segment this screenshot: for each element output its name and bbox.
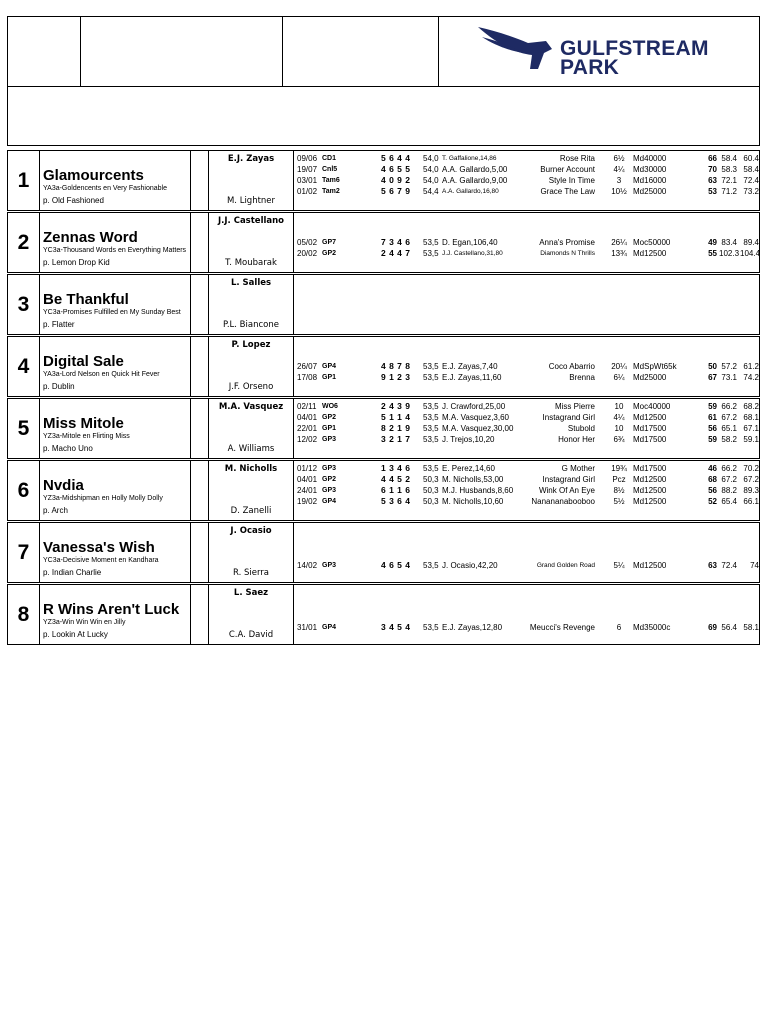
race-positions: 5 1 1 4 <box>381 412 411 422</box>
entry-row <box>7 212 760 273</box>
entry-row <box>7 584 760 645</box>
race-weight: 53,5 <box>423 238 439 247</box>
race-positions: 5 6 7 9 <box>381 186 411 196</box>
race-track: GP3 <box>322 562 337 569</box>
speed-figure: 46 <box>708 464 717 473</box>
past-performance-row <box>297 186 759 197</box>
past-performance-row <box>297 412 759 423</box>
race-margin: 10½ <box>611 187 627 196</box>
race-date: 26/07 <box>297 362 318 371</box>
race-date: 01/02 <box>297 187 318 196</box>
past-performance-row <box>297 248 759 259</box>
header-cell <box>8 17 81 86</box>
damsire: p. Lemon Drop Kid <box>43 258 110 267</box>
fraction-2: 74 <box>750 561 759 570</box>
race-winner: Anna's Promise <box>539 238 595 247</box>
past-performance-row <box>297 463 759 474</box>
past-performance-row <box>297 372 759 383</box>
race-jockey: J. Crawford,25,00 <box>442 402 506 411</box>
horse-name: R Wins Aren't Luck <box>43 601 180 618</box>
race-class: Md12500 <box>633 497 667 506</box>
race-track: WO6 <box>322 403 338 410</box>
fraction-2: 58.1 <box>743 623 759 632</box>
race-weight: 54,4 <box>423 187 439 196</box>
entry-number: 8 <box>8 585 40 644</box>
race-jockey: E.J. Zayas,11,60 <box>442 373 502 382</box>
fraction-1: 65.1 <box>721 424 737 433</box>
past-performance-row <box>297 153 759 164</box>
fraction-1: 102.3 <box>719 249 740 258</box>
race-winner: Miss Pierre <box>554 402 595 411</box>
race-weight: 50,3 <box>423 497 439 506</box>
past-performance-row <box>297 401 759 412</box>
race-positions: 3 2 1 7 <box>381 434 411 444</box>
entry-number: 6 <box>8 461 40 520</box>
race-weight: 54,0 <box>423 176 439 185</box>
past-performance-row <box>297 485 759 496</box>
race-margin: 4¼ <box>613 165 625 174</box>
logo-line-2: PARK <box>560 56 620 79</box>
race-margin: 5½ <box>613 497 625 506</box>
race-jockey: A.A. Gallardo,9,00 <box>442 176 508 185</box>
pedigree: YA3a-Lord Nelson en Quick Hit Fever <box>43 371 160 378</box>
race-track: GP4 <box>322 498 337 505</box>
race-class: Md16000 <box>633 176 667 185</box>
race-class: Md40000 <box>633 154 667 163</box>
race-margin: 3 <box>616 176 622 185</box>
logo-line-1: GULFSTREAM <box>560 37 709 60</box>
damsire: p. Dublin <box>43 382 75 391</box>
speed-figure: 50 <box>708 362 717 371</box>
race-class: Md30000 <box>633 165 667 174</box>
race-jockey: J. Ocasio,42,20 <box>442 561 498 570</box>
horse-name: Be Thankful <box>43 291 129 308</box>
divider <box>190 585 191 644</box>
race-jockey: J. Trejos,10,20 <box>442 435 495 444</box>
race-winner: Wink Of An Eye <box>538 486 595 495</box>
race-margin: Pcz <box>612 475 626 484</box>
race-date: 02/11 <box>297 402 317 411</box>
race-margin: 10 <box>614 402 624 411</box>
fraction-1: 67.2 <box>721 475 737 484</box>
race-winner: Burner Account <box>540 165 595 174</box>
pedigree: YZ3a-Midshipman en Holly Molly Dolly <box>43 495 163 502</box>
race-date: 09/06 <box>297 154 318 163</box>
trainer-name: J.F. Orseno <box>228 382 274 392</box>
race-jockey: M.A. Vasquez,30,00 <box>442 424 514 433</box>
header-cell <box>282 17 439 86</box>
divider <box>293 461 294 520</box>
fraction-1: 66.2 <box>721 464 737 473</box>
race-class: MdSpWt65k <box>633 362 677 371</box>
race-winner: Instagrand Girl <box>542 413 595 422</box>
race-winner: Instagrand Girl <box>542 475 595 484</box>
race-margin: 6¼ <box>613 373 625 382</box>
speed-figure: 49 <box>708 238 717 247</box>
race-jockey: M. Nicholls,53,00 <box>442 475 504 484</box>
divider <box>293 275 294 334</box>
race-weight: 53,5 <box>423 623 439 632</box>
race-jockey: T. Gaffalione,14,86 <box>442 155 497 162</box>
race-date: 01/12 <box>297 464 318 473</box>
jockey-name: J.J. Castellano <box>217 216 285 226</box>
damsire: p. Old Fashioned <box>43 196 104 205</box>
race-track: GP1 <box>322 425 337 432</box>
fraction-2: 61.2 <box>743 362 759 371</box>
race-winner: Diamonds N Thrills <box>540 250 595 257</box>
race-positions: 9 1 2 3 <box>381 372 411 382</box>
past-performance-row <box>297 622 759 633</box>
speed-figure: 61 <box>708 413 717 422</box>
fraction-2: 73.2 <box>743 187 759 196</box>
race-winner: Rose Rita <box>559 154 595 163</box>
race-date: 19/07 <box>297 165 318 174</box>
speed-figure: 53 <box>708 187 717 196</box>
race-class: Md25000 <box>633 187 667 196</box>
race-track: GP3 <box>322 487 337 494</box>
race-winner: Honor Her <box>558 435 595 444</box>
divider <box>293 523 294 582</box>
race-weight: 53,5 <box>423 373 439 382</box>
divider <box>190 213 191 272</box>
fraction-1: 58.4 <box>721 154 737 163</box>
race-class: Md25000 <box>633 373 667 382</box>
race-margin: 13¾ <box>611 249 627 258</box>
race-class: Md12500 <box>633 475 667 484</box>
entry-number: 3 <box>8 275 40 334</box>
race-weight: 53,5 <box>423 362 439 371</box>
past-performance-row <box>297 175 759 186</box>
speed-figure: 63 <box>708 561 717 570</box>
race-margin: 4¼ <box>613 413 625 422</box>
race-margin: 10 <box>614 424 624 433</box>
past-performance-row <box>297 361 759 372</box>
entry-number: 4 <box>8 337 40 396</box>
past-performance-row <box>297 560 759 571</box>
fraction-2: 68.2 <box>743 402 759 411</box>
race-track: GP7 <box>322 239 337 246</box>
race-date: 24/01 <box>297 486 318 495</box>
fraction-2: 70.2 <box>743 464 759 473</box>
race-date: 05/02 <box>297 238 318 247</box>
race-date: 22/01 <box>297 424 318 433</box>
race-margin: 20¼ <box>611 362 627 371</box>
divider <box>190 151 191 210</box>
race-date: 20/02 <box>297 249 318 258</box>
fraction-1: 58.2 <box>721 435 737 444</box>
horse-name: Miss Mitole <box>43 415 124 432</box>
race-jockey: D. Egan,106,40 <box>442 238 498 247</box>
race-jockey: J.J. Castellano,31,80 <box>442 250 503 257</box>
race-jockey: M. Nicholls,10,60 <box>442 497 504 506</box>
entry-row <box>7 150 760 211</box>
entry-number: 5 <box>8 399 40 458</box>
race-positions: 5 3 6 4 <box>381 496 411 506</box>
speed-figure: 55 <box>708 249 717 258</box>
horse-name: Glamourcents <box>43 167 144 184</box>
jockey-name: E.J. Zayas <box>227 154 275 164</box>
entry-number: 2 <box>8 213 40 272</box>
speed-figure: 68 <box>708 475 717 484</box>
race-track: GP2 <box>322 476 337 483</box>
race-jockey: E.J. Zayas,7,40 <box>442 362 498 371</box>
fraction-1: 66.2 <box>721 402 737 411</box>
race-header <box>7 16 760 146</box>
race-track: Tam6 <box>322 177 340 184</box>
speed-figure: 56 <box>708 424 717 433</box>
race-track: GP3 <box>322 436 337 443</box>
fraction-1: 88.2 <box>721 486 737 495</box>
horse-name: Zennas Word <box>43 229 138 246</box>
race-date: 14/02 <box>297 561 318 570</box>
trainer-name: T. Moubarak <box>225 258 277 268</box>
fraction-2: 89.3 <box>743 486 759 495</box>
divider <box>190 523 191 582</box>
damsire: p. Macho Uno <box>43 444 93 453</box>
past-performance-row <box>297 474 759 485</box>
fraction-1: 58.3 <box>721 165 737 174</box>
fraction-2: 67.1 <box>743 424 759 433</box>
race-winner: Grace The Law <box>540 187 595 196</box>
race-winner: Stubold <box>567 424 595 433</box>
divider <box>293 151 294 210</box>
race-track: GP4 <box>322 363 337 370</box>
race-weight: 53,5 <box>423 424 439 433</box>
race-weight: 54,0 <box>423 165 439 174</box>
race-margin: 6½ <box>613 154 625 163</box>
race-margin: 26¼ <box>611 238 627 247</box>
trainer-name: A. Williams <box>227 444 275 454</box>
trainer-name: C.A. David <box>228 630 274 640</box>
fraction-1: 67.2 <box>721 413 737 422</box>
pedigree: YZ3a-Mitole en Flirting Miss <box>43 433 130 440</box>
entry-number: 1 <box>8 151 40 210</box>
entry-row <box>7 274 760 335</box>
race-jockey: E.J. Zayas,12,80 <box>442 623 503 632</box>
divider <box>190 275 191 334</box>
race-class: Md12500 <box>633 561 667 570</box>
trainer-name: P.L. Biancone <box>223 320 279 330</box>
race-weight: 53,5 <box>423 435 439 444</box>
speed-figure: 67 <box>708 373 717 382</box>
past-performance-row <box>297 237 759 248</box>
race-date: 19/02 <box>297 497 318 506</box>
damsire: p. Arch <box>43 506 68 515</box>
past-performance-row <box>297 496 759 507</box>
race-class: Md17500 <box>633 424 667 433</box>
divider <box>293 337 294 396</box>
race-winner: Style In Time <box>548 176 595 185</box>
race-winner: Nanananabooboo <box>531 497 595 506</box>
race-positions: 3 4 5 4 <box>381 622 411 632</box>
race-weight: 53,5 <box>423 402 439 411</box>
race-jockey: E. Perez,14,60 <box>442 464 495 473</box>
jockey-name: L. Saez <box>233 588 269 598</box>
fraction-2: 89.4 <box>743 238 759 247</box>
pedigree: YZ3a-Win Win Win en Jilly <box>43 619 126 626</box>
jockey-name: P. Lopez <box>231 340 271 350</box>
speed-figure: 59 <box>708 435 717 444</box>
race-track: GP4 <box>322 624 337 631</box>
race-margin: 6 <box>616 623 622 632</box>
race-margin: 8½ <box>613 486 625 495</box>
fraction-1: 56.4 <box>721 623 737 632</box>
race-positions: 2 4 3 9 <box>381 401 411 411</box>
race-weight: 53,5 <box>423 413 439 422</box>
speed-figure: 59 <box>708 402 717 411</box>
speed-figure: 63 <box>708 176 717 185</box>
fraction-1: 71.2 <box>721 187 737 196</box>
race-positions: 4 4 5 2 <box>381 474 411 484</box>
fraction-2: 74.2 <box>743 373 759 382</box>
race-positions: 4 0 9 2 <box>381 175 411 185</box>
past-performance-row <box>297 164 759 175</box>
race-track: GP3 <box>322 465 337 472</box>
race-track: Cnl5 <box>322 166 338 173</box>
divider <box>190 461 191 520</box>
race-class: Md35000c <box>633 623 671 632</box>
race-positions: 4 8 7 8 <box>381 361 411 371</box>
fraction-1: 72.4 <box>721 561 737 570</box>
race-margin: 19¾ <box>611 464 627 473</box>
entry-row <box>7 398 760 459</box>
race-class: Moc50000 <box>633 238 671 247</box>
race-weight: 53,5 <box>423 561 439 570</box>
race-winner: Brenna <box>569 373 595 382</box>
race-track: GP2 <box>322 414 337 421</box>
race-date: 17/08 <box>297 373 318 382</box>
fraction-1: 57.2 <box>721 362 737 371</box>
divider <box>293 399 294 458</box>
race-positions: 7 3 4 6 <box>381 237 411 247</box>
race-winner: Grand Golden Road <box>536 562 595 569</box>
speed-figure: 70 <box>708 165 717 174</box>
race-margin: 6¾ <box>613 435 625 444</box>
horse-name: Vanessa's Wish <box>43 539 155 556</box>
race-date: 04/01 <box>297 413 318 422</box>
speed-figure: 69 <box>708 623 717 632</box>
speed-figure: 52 <box>708 497 717 506</box>
fraction-1: 72.1 <box>721 176 737 185</box>
race-weight: 53,5 <box>423 464 439 473</box>
race-weight: 50,3 <box>423 475 439 484</box>
race-jockey: M.A. Vasquez,3,60 <box>442 413 509 422</box>
damsire: p. Flatter <box>43 320 75 329</box>
horse-head-icon <box>478 23 558 75</box>
fraction-2: 66.1 <box>743 497 759 506</box>
race-winner: G Mother <box>561 464 595 473</box>
past-performance-row <box>297 423 759 434</box>
race-positions: 5 6 4 4 <box>381 153 411 163</box>
header-cell <box>80 17 283 86</box>
race-weight: 50,3 <box>423 486 439 495</box>
trainer-name: R. Sierra <box>232 568 270 578</box>
fraction-2: 60.4 <box>743 154 759 163</box>
fraction-2: 68.1 <box>743 413 759 422</box>
race-class: Md12500 <box>633 486 667 495</box>
damsire: p. Lookin At Lucky <box>43 630 108 639</box>
trainer-name: D. Zanelli <box>230 506 272 516</box>
logo-text <box>560 39 709 77</box>
race-margin: 5¼ <box>613 561 625 570</box>
fraction-2: 58.4 <box>743 165 759 174</box>
damsire: p. Indian Charlie <box>43 568 102 577</box>
divider <box>190 399 191 458</box>
fraction-1: 73.1 <box>721 373 737 382</box>
race-date: 12/02 <box>297 435 318 444</box>
race-jockey: M.J. Husbands,8,60 <box>442 486 514 495</box>
race-class: Md17500 <box>633 464 667 473</box>
race-class: Moc40000 <box>633 402 671 411</box>
entry-row <box>7 460 760 521</box>
pedigree: YC3a-Decisive Moment en Kandhara <box>43 557 159 564</box>
horse-name: Digital Sale <box>43 353 124 370</box>
fraction-2: 67.2 <box>743 475 759 484</box>
speed-figure: 56 <box>708 486 717 495</box>
race-positions: 8 2 1 9 <box>381 423 411 433</box>
entry-number: 7 <box>8 523 40 582</box>
race-weight: 53,5 <box>423 249 439 258</box>
speed-figure: 66 <box>708 154 717 163</box>
race-positions: 4 6 5 5 <box>381 164 411 174</box>
race-track: Tam2 <box>322 188 340 195</box>
fraction-1: 83.4 <box>721 238 737 247</box>
race-date: 04/01 <box>297 475 318 484</box>
race-jockey: A.A. Gallardo,5,00 <box>442 165 508 174</box>
race-winner: Coco Abarrio <box>548 362 595 371</box>
fraction-2: 104.4 <box>740 249 761 258</box>
race-positions: 1 3 4 6 <box>381 463 411 473</box>
race-track: CD1 <box>322 155 337 162</box>
jockey-name: M.A. Vasquez <box>218 402 284 412</box>
race-class: Md17500 <box>633 435 667 444</box>
race-track: GP1 <box>322 374 337 381</box>
horse-name: Nvdia <box>43 477 84 494</box>
race-class: Md12500 <box>633 413 667 422</box>
pedigree: YA3a-Goldencents en Very Fashionable <box>43 185 168 192</box>
race-winner: Meucci's Revenge <box>529 623 595 632</box>
divider <box>190 337 191 396</box>
past-performance-row <box>297 434 759 445</box>
fraction-1: 65.4 <box>721 497 737 506</box>
race-positions: 4 6 5 4 <box>381 560 411 570</box>
entry-row <box>7 522 760 583</box>
race-date: 03/01 <box>297 176 318 185</box>
divider <box>293 585 294 644</box>
pedigree: YC3a-Thousand Words en Everything Matters <box>43 247 187 254</box>
race-track: GP2 <box>322 250 337 257</box>
race-weight: 54,0 <box>423 154 439 163</box>
pedigree: YC3a-Promises Fulfilled en My Sunday Best <box>43 309 181 316</box>
race-positions: 6 1 1 6 <box>381 485 411 495</box>
race-date: 31/01 <box>297 623 318 632</box>
fraction-2: 59.1 <box>743 435 759 444</box>
race-jockey: A.A. Gallardo,16,80 <box>442 188 499 195</box>
trainer-name: M. Lightner <box>226 196 276 206</box>
gulfstream-park-logo <box>478 23 754 81</box>
jockey-name: M. Nicholls <box>224 464 278 474</box>
entry-row <box>7 336 760 397</box>
jockey-name: L. Salles <box>230 278 272 288</box>
race-positions: 2 4 4 7 <box>381 248 411 258</box>
jockey-name: J. Ocasio <box>230 526 272 536</box>
fraction-2: 72.4 <box>743 176 759 185</box>
divider <box>293 213 294 272</box>
race-class: Md12500 <box>633 249 667 258</box>
